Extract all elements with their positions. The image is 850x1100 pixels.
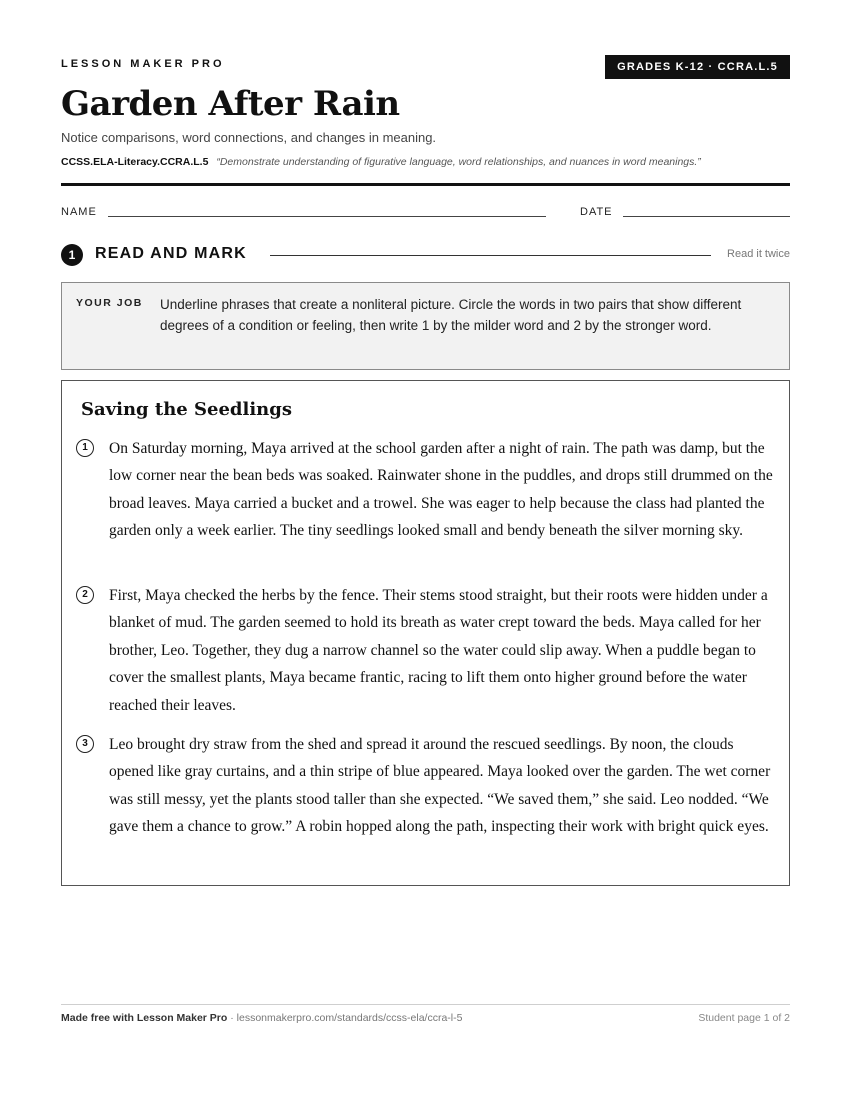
footer-made-with: Made free with Lesson Maker Pro	[61, 1012, 228, 1024]
footer-page-number: Student page 1 of 2	[698, 1012, 790, 1024]
grade-badge: GRADES K-12 · CCRA.L.5	[605, 55, 790, 79]
header-divider	[61, 183, 790, 186]
brand-name: LESSON MAKER PRO	[61, 58, 225, 70]
top-bar	[61, 55, 790, 79]
paragraph-number-badge: 2	[76, 586, 94, 604]
page-subtitle: Notice comparisons, word connections, and changes in meaning.	[61, 130, 437, 145]
name-label: NAME	[61, 206, 97, 218]
section-divider	[270, 255, 711, 256]
paragraph-text: On Saturday morning, Maya arrived at the school garden after a night of rain. The path was damp, but the low corner near the bean beds was soaked. Rainwater shone in the puddles, and drops still drummed on the broad leaves. Maya carried a bucket and a trowel. She was eager to help because the class had planted the garden only a week earlier. The tiny seedlings looked small and bendy beneath the silver morning sky.	[109, 440, 773, 540]
paragraph-number-badge: 3	[76, 735, 94, 753]
passage-title: Saving the Seedlings	[81, 399, 292, 420]
paragraph-text: First, Maya checked the herbs by the fence. Their stems stood straight, but their roots were hidden under a blanket of mud. The garden seemed to hold its breath as water crept toward the beds. Maya called for her brother, Leo. Together, they dug a narrow channel so the water could slip away. When a puddle began to cover the smallest plants, Maya became frantic, racing to lift them onto higher ground before the water reached their leaves.	[109, 587, 768, 714]
worksheet-page	[61, 0, 790, 1100]
paragraph-text: Leo brought dry straw from the shed and spread it around the rescued seedlings. By noon, the clouds opened like gray curtains, and a thin stripe of blue appeared. Maya looked over the garden. The wet corner was still messy, yet the plants stood taller than she expected. “We saved them,” she said. Leo nodded. “We gave them a chance to grow.” A robin hopped along the path, inspecting their work with bright quick eyes.	[109, 736, 771, 836]
reading-passage	[61, 380, 790, 886]
date-label: DATE	[580, 206, 613, 218]
standard-description: “Demonstrate understanding of figurative language, word relationships, and nuances in word meanings.”	[216, 156, 701, 168]
section-header	[61, 243, 790, 267]
page-title: Garden After Rain	[61, 84, 400, 124]
name-field-line[interactable]	[108, 216, 546, 217]
section-note: Read it twice	[727, 248, 790, 260]
instructions-text: Underline phrases that create a nonliteral picture. Circle the words in two pairs that show different degrees of a condition or feeling, then write 1 by the milder word and 2 by the stronger word.	[160, 297, 742, 333]
instructions-box	[61, 282, 790, 370]
standard-code: CCSS.ELA-Literacy.CCRA.L.5	[61, 156, 209, 168]
footer-url[interactable]: · lessonmakerpro.com/standards/ccss-ela/ccra-l-5	[230, 1012, 463, 1024]
section-number-badge: 1	[61, 244, 83, 266]
date-field-line[interactable]	[623, 216, 790, 217]
standard-line	[61, 156, 701, 168]
instructions-label: YOUR JOB	[76, 297, 143, 309]
name-date-row	[61, 204, 790, 220]
footer-divider	[61, 1004, 790, 1005]
paragraph-number-badge: 1	[76, 439, 94, 457]
footer-credit	[61, 1012, 462, 1024]
section-title: READ AND MARK	[95, 245, 247, 262]
